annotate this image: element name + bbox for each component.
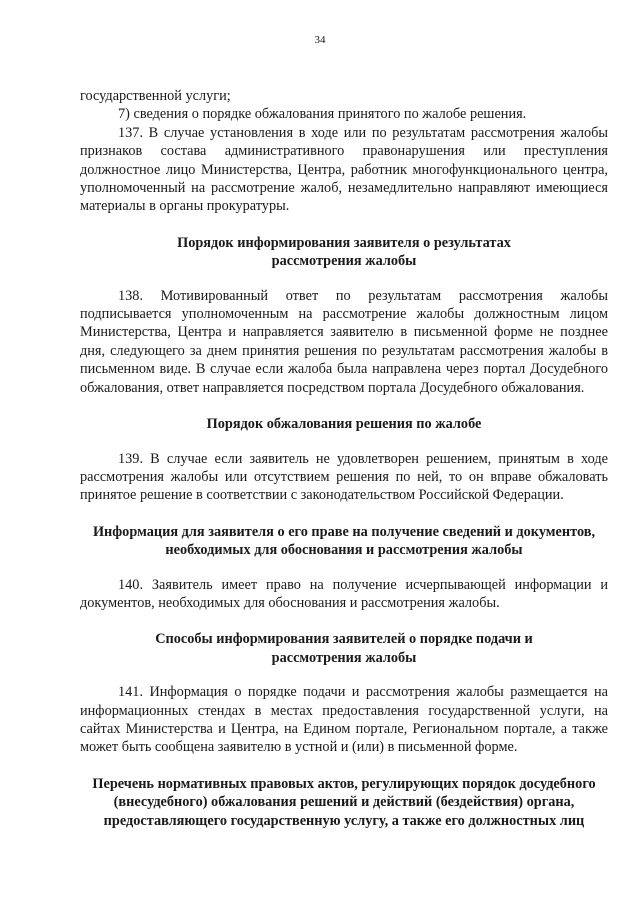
section-heading-right-to-information: Информация для заявителя о его праве на получение сведений и документов, необходимых для обоснования и рассмотрения жалобы [92, 523, 596, 559]
section-heading-appeal-decision: Порядок обжалования решения по жалобе [206, 416, 482, 433]
paragraph-137: 137. В случае установления в ходе или по результатам рассмотрения жалобы признаков состава административного правонарушения или преступления должностное лицо Министерства, Центра, работник многофункционального центра, уполномоченный на рассмотрение жалоб, незамедлительно направляют имеющиеся материалы в органы прокуратуры. [80, 124, 608, 215]
paragraph-140: 140. Заявитель имеет право на получение исчерпывающей информации и документов, необходимых для обоснования и рассмотрения жалобы. [80, 576, 608, 611]
page-number: 34 [314, 34, 326, 46]
paragraph-continuation: государственной услуги; [80, 88, 231, 104]
section-heading-informing-results: Порядок информирования заявителя о результатах рассмотрения жалобы [177, 234, 511, 270]
paragraph-141: 141. Информация о порядке подачи и рассмотрения жалобы размещается на информационных стендах в местах предоставления государственной услуги, на сайтах Министерства и Центра, на Едином портале, Региональном портале, а также может быть сообщена заявителю в устной и (или) в письменной форме. [80, 684, 608, 756]
list-item-7: 7) сведения о порядке обжалования принятого по жалобе решения. [118, 106, 527, 123]
section-heading-informing-methods: Способы информирования заявителей о порядке подачи и рассмотрения жалобы [155, 631, 533, 666]
section-heading-legal-acts: Перечень нормативных правовых актов, регулирующих порядок досудебного (внесудебного) обжалования решений и действий (бездействия) органа, предоставляющего государственную услугу, а также его должностных лиц [92, 775, 596, 829]
paragraph-138: 138. Мотивированный ответ по результатам рассмотрения жалобы подписывается уполномоченным на рассмотрение жалобы должностным лицом Министерства, Центра и направляется заявителю в письменной форме не позднее дня, следующего за днем принятия решения по результатам рассмотрения жалобы в письменном виде. В случае если жалоба была направлена через портал Досудебного обжалования, ответ направляется посредством портала Досудебного обжалования. [80, 287, 608, 396]
paragraph-139: 139. В случае если заявитель не удовлетворен решением, принятым в ходе рассмотрения жалобы или отсутствием решения по ней, то он вправе обжаловать принятое решение в соответствии с законодательством Российской Федерации. [80, 450, 608, 504]
page-content [80, 87, 608, 830]
